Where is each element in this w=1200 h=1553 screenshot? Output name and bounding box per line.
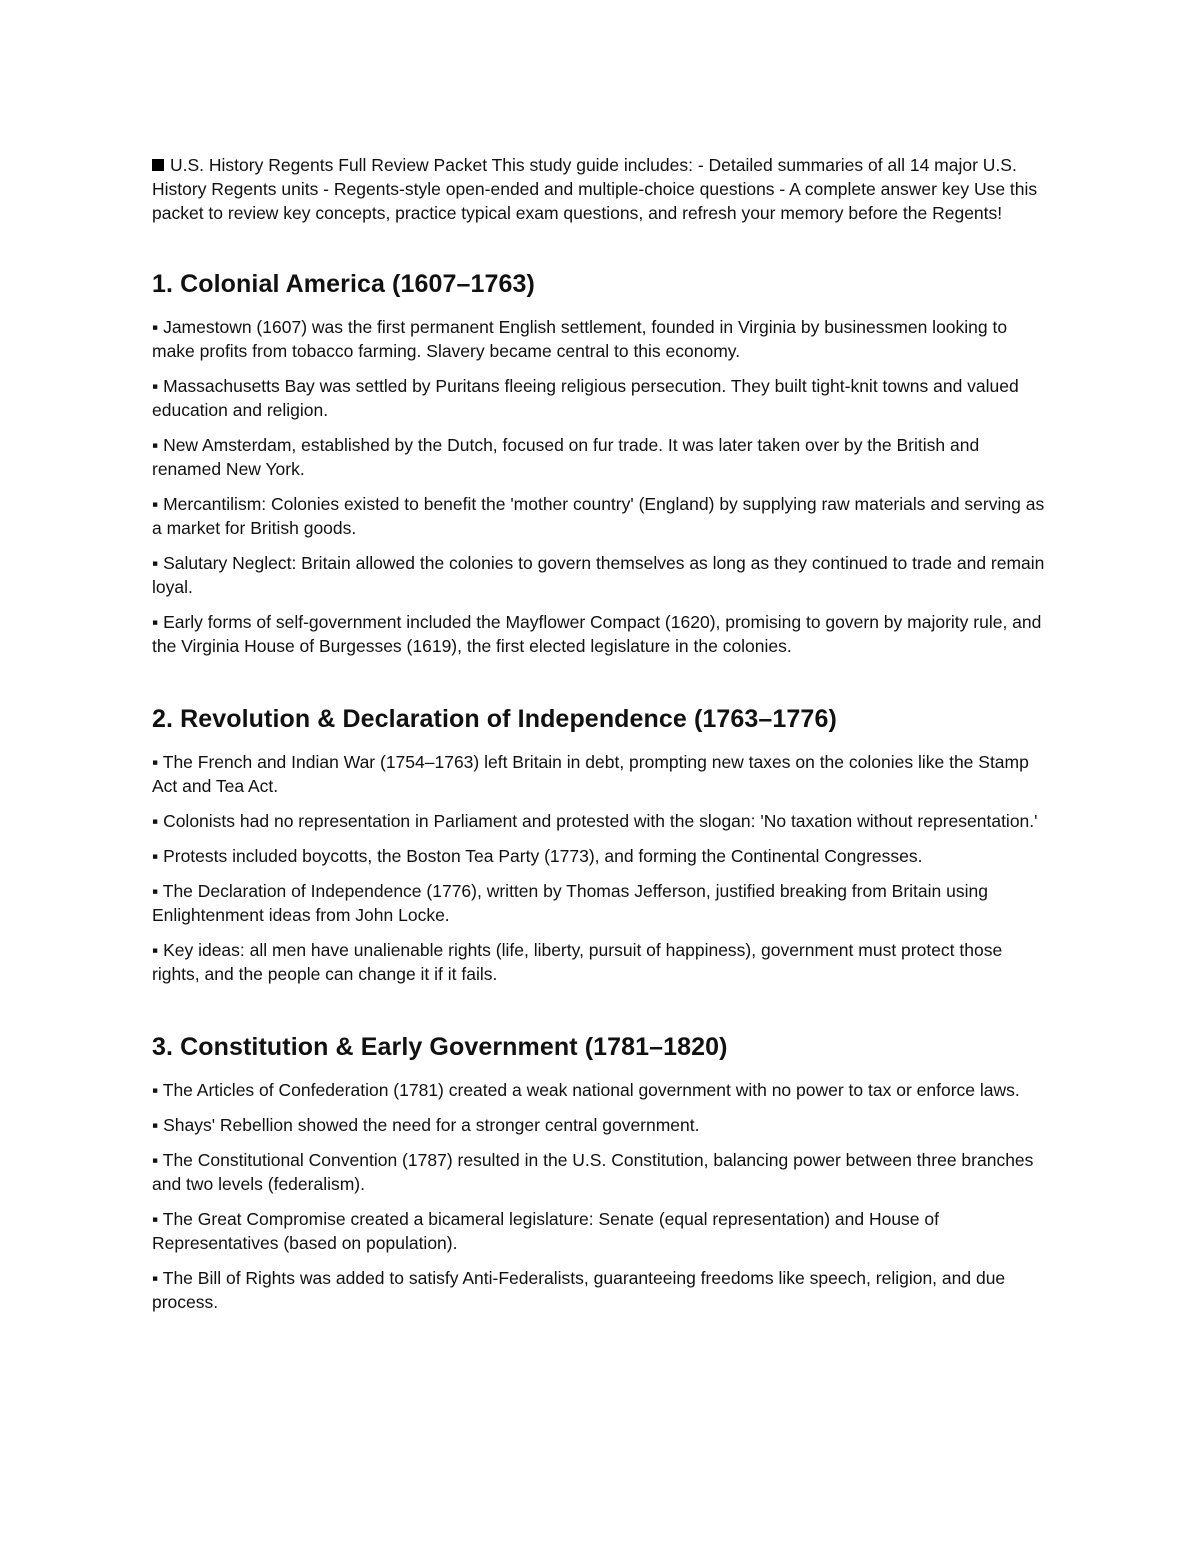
section-colonial-america	[152, 269, 1052, 658]
bullet-item: ▪ Protests included boycotts, the Boston Tea Party (1773), and forming the Continental Congresses.	[152, 846, 923, 866]
bullet-item: ▪ Salutary Neglect: Britain allowed the colonies to govern themselves as long as they continued to trade and remain loyal.	[152, 553, 1045, 597]
intro-text: U.S. History Regents Full Review Packet This study guide includes: - Detailed summaries of all 14 major U.S. History Regents units - Regents-style open-ended and multiple-choice questions - A complete answer key Use this packet to review key concepts, practice typical exam questions, and refresh your memory before the Regents!	[152, 155, 1038, 223]
section-constitution	[152, 1032, 1052, 1314]
bullet-item: ▪ Shays' Rebellion showed the need for a stronger central government.	[152, 1115, 700, 1135]
bullet-item: ▪ The Declaration of Independence (1776), written by Thomas Jefferson, justified breaking from Britain using Enlightenment ideas from John Locke.	[152, 881, 988, 925]
intro-paragraph	[152, 153, 1052, 225]
bullet-item: ▪ Colonists had no representation in Parliament and protested with the slogan: 'No taxation without representation.'	[152, 811, 1038, 831]
bullet-item: ▪ Massachusetts Bay was settled by Puritans fleeing religious persecution. They built tight-knit towns and valued education and religion.	[152, 376, 1019, 420]
section-heading: 2. Revolution & Declaration of Independence (1763–1776)	[152, 705, 837, 733]
bullet-item: ▪ The Great Compromise created a bicameral legislature: Senate (equal representation) and House of Representatives (based on population).	[152, 1209, 939, 1253]
bullet-item: ▪ Mercantilism: Colonies existed to benefit the 'mother country' (England) by supplying raw materials and serving as a market for British goods.	[152, 494, 1045, 538]
black-square-icon	[152, 159, 164, 171]
section-revolution	[152, 704, 1052, 986]
section-heading: 3. Constitution & Early Government (1781–1820)	[152, 1033, 728, 1061]
bullet-item: ▪ The Constitutional Convention (1787) resulted in the U.S. Constitution, balancing power between three branches and two levels (federalism).	[152, 1150, 1034, 1194]
bullet-item: ▪ Early forms of self-government included the Mayflower Compact (1620), promising to govern by majority rule, and the Virginia House of Burgesses (1619), the first elected legislature in the colonies.	[152, 612, 1042, 656]
section-heading: 1. Colonial America (1607–1763)	[152, 270, 535, 298]
bullet-item: ▪ Key ideas: all men have unalienable rights (life, liberty, pursuit of happiness), government must protect those rights, and the people can change it if it fails.	[152, 940, 1003, 984]
bullet-item: ▪ Jamestown (1607) was the first permanent English settlement, founded in Virginia by businessmen looking to make profits from tobacco farming. Slavery became central to this economy.	[152, 317, 1008, 361]
bullet-item: ▪ The Bill of Rights was added to satisfy Anti-Federalists, guaranteeing freedoms like speech, religion, and due process.	[152, 1268, 1006, 1312]
bullet-item: ▪ The Articles of Confederation (1781) created a weak national government with no power to tax or enforce laws.	[152, 1080, 1020, 1100]
document-page	[152, 153, 1052, 1360]
bullet-item: ▪ New Amsterdam, established by the Dutch, focused on fur trade. It was later taken over by the British and renamed New York.	[152, 435, 980, 479]
bullet-item: ▪ The French and Indian War (1754–1763) left Britain in debt, prompting new taxes on the colonies like the Stamp Act and Tea Act.	[152, 752, 1029, 796]
